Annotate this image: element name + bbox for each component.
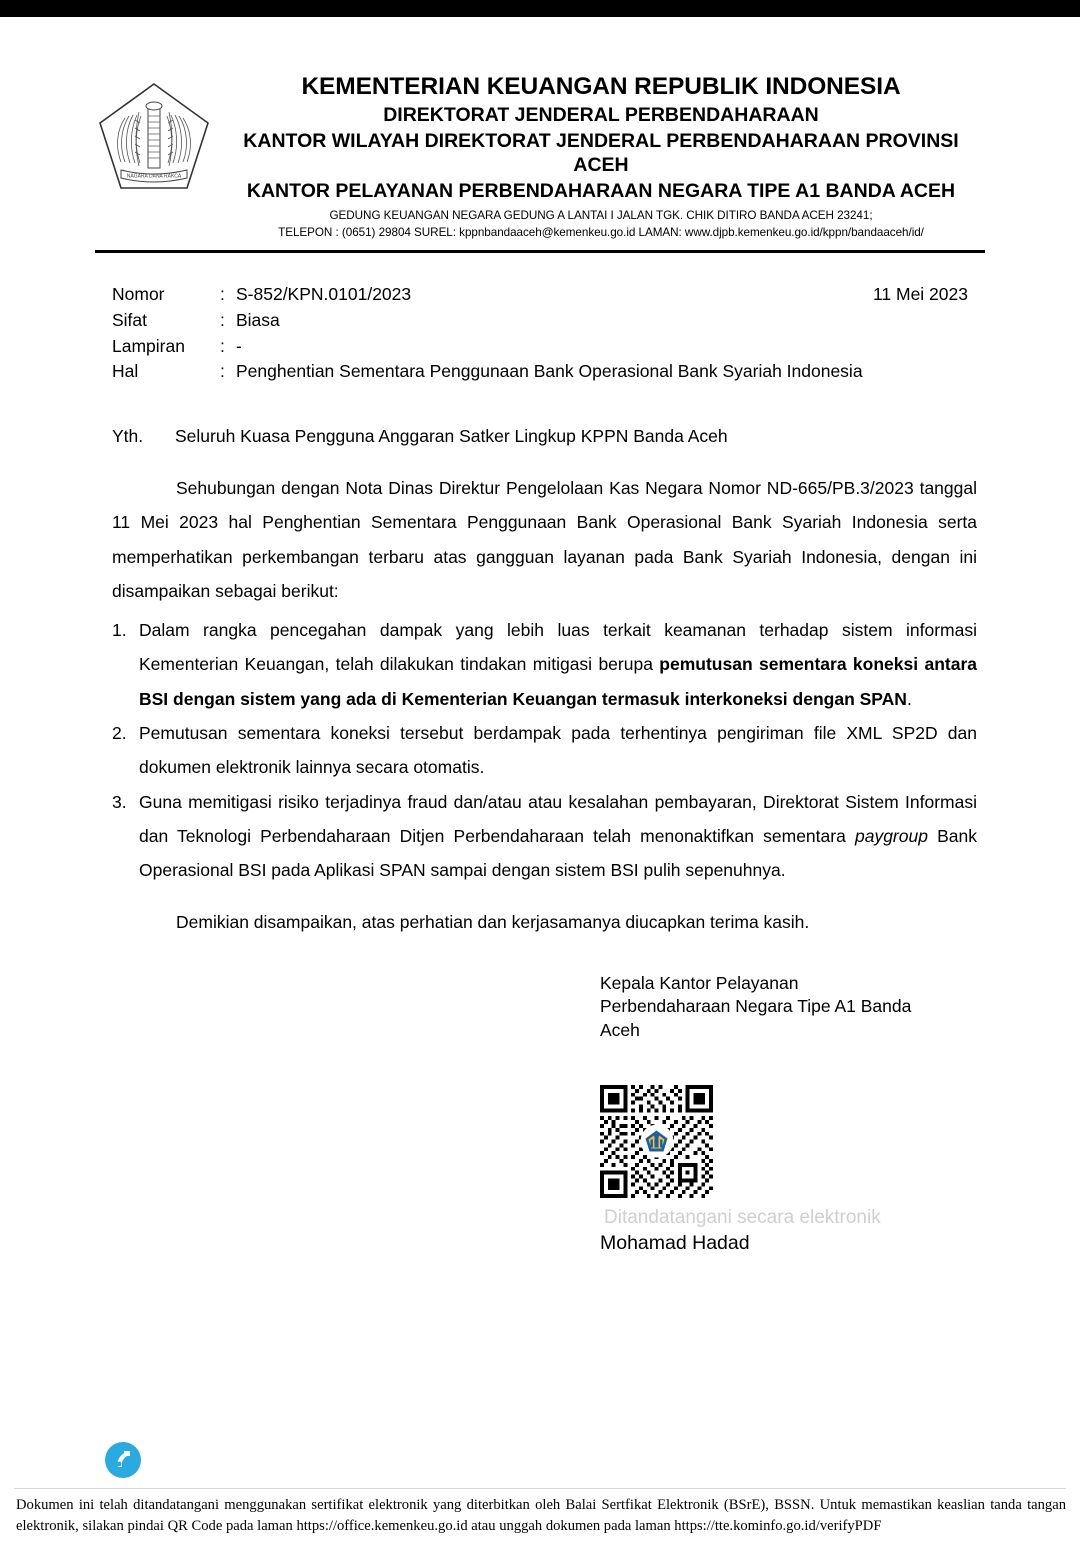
list-item-text-part2: .: [906, 688, 912, 709]
signature-title-line-3: Aceh: [600, 1020, 640, 1041]
office-contact-line: TELEPON : (0651) 29804 SUREL: kppnbandaaceh@kemenkeu.go.id LAMAN: www.djpb.kemenkeu.go.id/kppn/bandaaceh/id/: [278, 225, 924, 239]
meta-label-lampiran: Lampiran: [112, 335, 185, 356]
signature-qr-code[interactable]: [600, 1085, 713, 1198]
list-item-bold-emphasis: pemutusan sementara koneksi antara BSI dengan sistem yang ada di Kementerian Keuangan termasuk interkoneksi dengan SPAN: [139, 654, 977, 709]
list-item-text-part2: Bank Operasional BSI pada Aplikasi SPAN sampai dengan sistem BSI pulih sepenuhnya.: [139, 825, 978, 881]
signature-title-line-2: Perbendaharaan Negara Tipe A1 Banda: [600, 996, 912, 1017]
list-item-text-part1: Guna memitigasi risiko terjadinya fraud dan/atau atau kesalahan pembayaran, Direktorat Sistem Informasi dan Teknologi Perbendaharaan Ditjen Perbendaharaan telah menonaktifkan sementara: [139, 791, 977, 846]
meta-colon-lampiran: :: [220, 335, 225, 356]
opening-paragraph: Sehubungan dengan Nota Dinas Direktur Pengelolaan Kas Negara Nomor ND-665/PB.3/2023 tanggal 11 Mei 2023 hal Penghentian Sementara Penggunaan Bank Operasional Bank Syariah Indonesia serta memperhatikan perkembangan terbaru atas gangguan layanan pada Bank Syariah Indonesia, dengan ini disampaikan sebagai berikut:: [112, 477, 977, 601]
signature-title-line-1: Kepala Kantor Pelayanan: [600, 972, 799, 993]
top-black-band: [0, 0, 1080, 17]
list-item-marker: 3.: [112, 791, 127, 812]
list-item-text-part1: Pemutusan sementara koneksi tersebut berdampak pada terhentinya pengiriman file XML SP2D dan dokumen elektronik lainnya secara otomatis.: [139, 723, 977, 778]
directorate-general-name: DIREKTORAT JENDERAL PERBENDAHARAAN: [383, 104, 819, 127]
meta-label-sifat: Sifat: [112, 309, 148, 330]
list-item-marker: 2.: [112, 723, 127, 744]
meta-label-nomor: Nomor: [112, 284, 165, 305]
meta-colon-nomor: :: [220, 284, 225, 305]
list-item-text-part1: Dalam rangka pencegahan dampak yang lebih luas terkait keamanan terhadap sistem informasi Kementerian Keuangan, telah dilakukan tindakan mitigasi berupa: [139, 620, 977, 675]
meta-value-hal: Penghentian Sementara Penggunaan Bank Operasional Bank Syariah Indonesia: [236, 361, 863, 382]
regional-office-name: KANTOR WILAYAH DIREKTORAT JENDERAL PERBENDAHARAAN PROVINSI ACEH: [243, 129, 959, 177]
list-item-marker: 1.: [112, 620, 127, 641]
list-item: [112, 785, 977, 888]
office-name: KANTOR PELAYANAN PERBENDAHARAAN NEGARA TIPE A1 BANDA ACEH: [246, 179, 956, 202]
meta-colon-hal: :: [220, 361, 225, 382]
letterhead: [0, 17, 1080, 241]
kemenkeu-emblem-icon: [95, 72, 213, 196]
recipient-block: [112, 426, 968, 447]
meta-row-hal: [112, 359, 968, 385]
meta-row-nomor: [112, 282, 968, 308]
meta-colon-sifat: :: [220, 309, 225, 330]
letterhead-divider: [95, 250, 985, 253]
bsre-logo-icon: [103, 1440, 143, 1480]
office-address-line-1: GEDUNG KEUANGAN NEGARA GEDUNG A LANTAI I JALAN TGK. CHIK DITIRO BANDA ACEH 23241;: [329, 208, 873, 222]
opening-paragraph-block: [112, 471, 977, 608]
signer-name: Mohamad Hadad: [600, 1231, 750, 1254]
letter-page: [0, 17, 1080, 1255]
emblem-motto-text: NAGARA DANA RAKCA: [126, 173, 182, 180]
meta-row-lampiran: [112, 334, 968, 360]
letter-date: 11 Mei 2023: [872, 284, 968, 305]
meta-value-lampiran: -: [236, 335, 242, 356]
electronic-signature-note: Ditandatangani secara elektronik: [604, 1206, 881, 1228]
letter-metadata: [112, 282, 968, 385]
letterhead-text: [213, 72, 985, 241]
meta-label-hal: Hal: [112, 361, 139, 382]
recipient-value: Seluruh Kuasa Pengguna Anggaran Satker Lingkup KPPN Banda Aceh: [175, 425, 728, 446]
qr-center-emblem-icon: [640, 1125, 673, 1158]
meta-value-nomor: S-852/KPN.0101/2023: [236, 284, 412, 305]
list-item: [112, 613, 977, 716]
closing-paragraph: Demikian disampaikan, atas perhatian dan kerjasamanya diucapkan terima kasih.: [176, 911, 810, 932]
list-item-italic-term: paygroup: [854, 825, 928, 846]
numbered-list: [112, 613, 977, 887]
meta-row-sifat: [112, 308, 968, 334]
footer: [0, 1440, 1080, 1537]
recipient-label: Yth.: [112, 425, 144, 446]
meta-value-sifat: Biasa: [236, 309, 280, 330]
footer-divider: [14, 1488, 1066, 1489]
list-item: [112, 716, 977, 785]
signature-title-block: [600, 972, 980, 1043]
ministry-name: KEMENTERIAN KEUANGAN REPUBLIK INDONESIA: [301, 73, 901, 100]
footer-disclaimer-text: Dokumen ini telah ditandatangani menggunakan sertifikat elektronik yang diterbitkan oleh Balai Sertfikat Elektronik (BSrE), BSSN. Untuk memastikan keaslian tanda tangan elektronik, silakan pindai QR Code pada laman https://office.kemenkeu.go.id atau unggah dokumen pada laman https://tte.kominfo.go.id/verifyPDF: [16, 1497, 1066, 1535]
